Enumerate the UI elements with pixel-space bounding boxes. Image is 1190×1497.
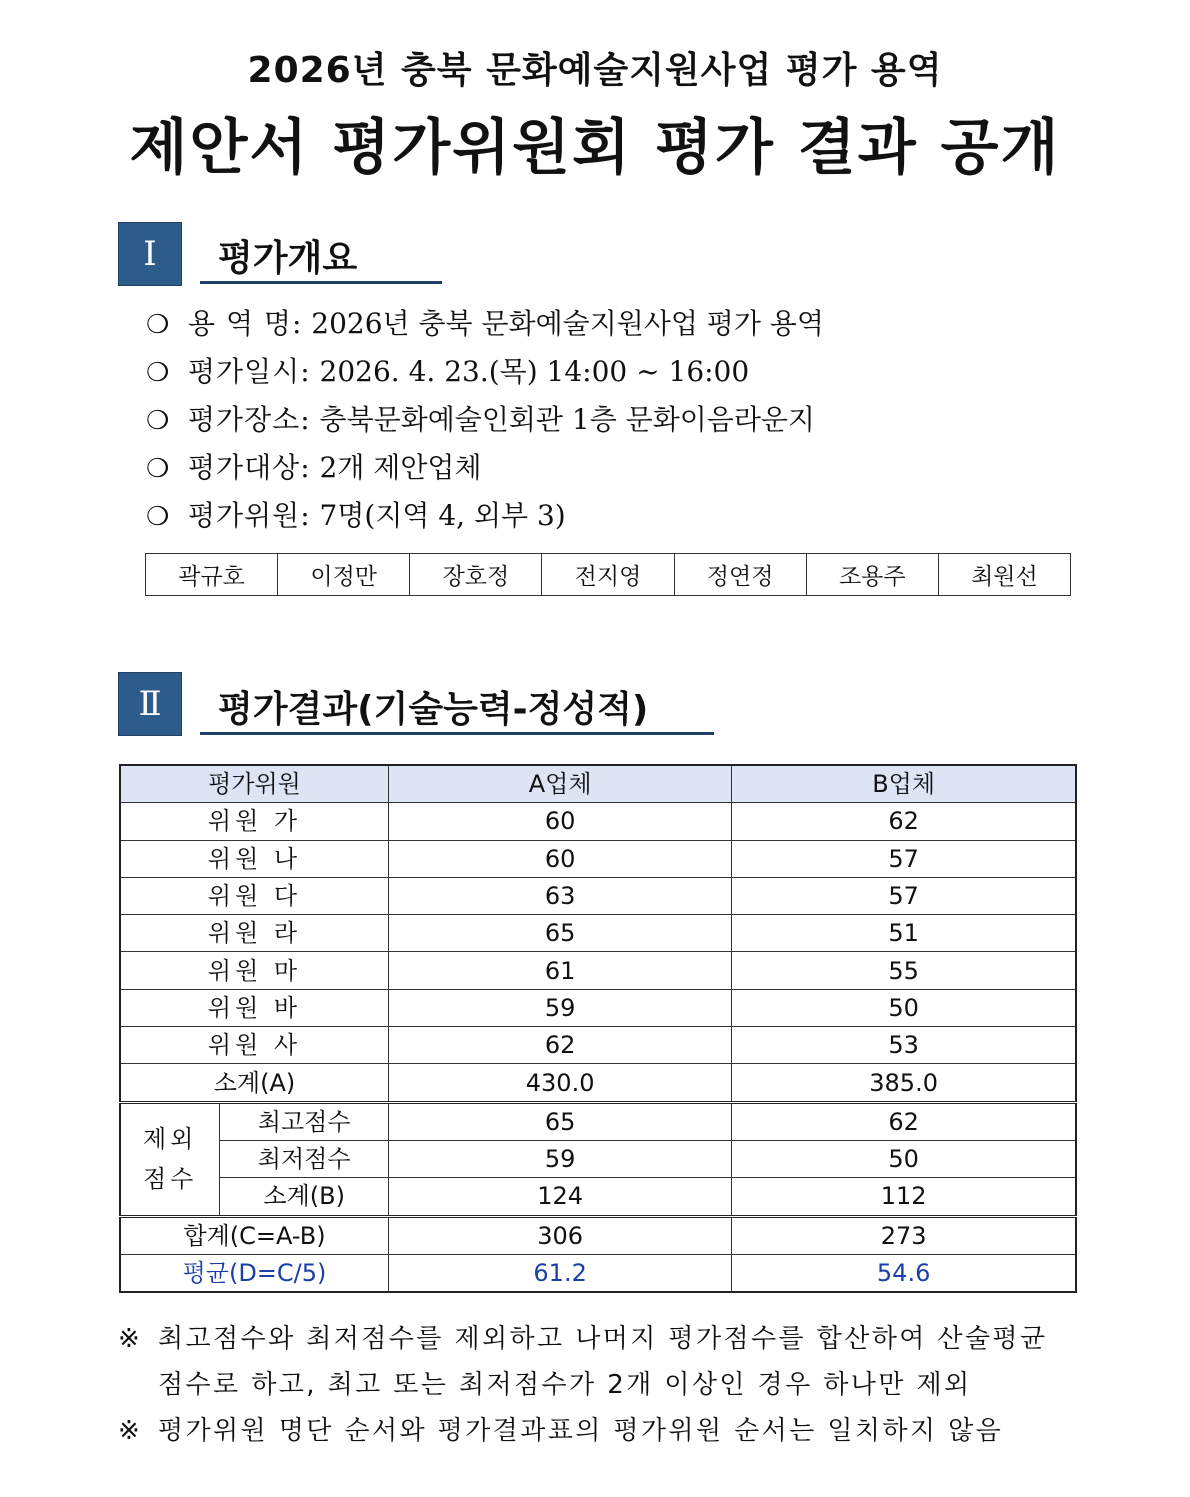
average-a: 61.2 <box>389 1254 732 1292</box>
member-name: 곽규호 <box>146 554 278 596</box>
reference-mark-icon: ※ <box>118 1324 140 1354</box>
circle-bullet-icon: ❍ <box>146 310 170 340</box>
excluded-subtotal-label: 소계(B) <box>220 1178 389 1216</box>
note-1-text: 최고점수와 최저점수를 제외하고 나머지 평가점수를 합산하여 산술평균 <box>158 1324 1048 1354</box>
total-a: 306 <box>389 1216 732 1254</box>
score-a: 62 <box>389 1027 732 1064</box>
excluded-min-a: 59 <box>389 1140 732 1177</box>
score-a: 65 <box>389 915 732 952</box>
overview-item-datetime <box>146 348 1086 396</box>
excluded-label-line-2: 점수 <box>142 1165 198 1194</box>
overview-label: 평가장소: <box>188 403 311 436</box>
score-a: 60 <box>389 803 732 840</box>
header-company-a: A업체 <box>389 765 732 803</box>
table-row <box>120 840 1076 877</box>
score-a: 63 <box>389 877 732 914</box>
table-header-row <box>120 765 1076 803</box>
section-2-number-box: Ⅱ <box>118 672 182 736</box>
note-1-line-1 <box>118 1316 1078 1362</box>
evaluator-name: 위원 나 <box>120 840 389 877</box>
score-a: 59 <box>389 989 732 1026</box>
overview-item-service-name <box>146 300 1086 348</box>
evaluation-results-table <box>119 764 1077 1293</box>
subtotal-a-row <box>120 1064 1076 1102</box>
members-row <box>146 554 1071 596</box>
score-b: 57 <box>732 840 1076 877</box>
total-label: 합계(C=A-B) <box>120 1216 389 1254</box>
score-b: 50 <box>732 989 1076 1026</box>
circle-bullet-icon: ❍ <box>146 454 170 484</box>
evaluator-name: 위원 라 <box>120 915 389 952</box>
score-a: 61 <box>389 952 732 989</box>
title-line-1: 2026년 충북 문화예술지원사업 평가 용역 <box>247 50 943 91</box>
footnotes <box>118 1316 1078 1454</box>
title-line-2: 제안서 평가위원회 평가 결과 공개 <box>129 113 1061 183</box>
section-1-underline <box>200 281 442 284</box>
excluded-subtotal-a: 124 <box>389 1178 732 1216</box>
total-row <box>120 1216 1076 1254</box>
overview-label: 평가대상: <box>188 451 311 484</box>
excluded-min-b: 50 <box>732 1140 1076 1177</box>
overview-value: 2026. 4. 23.(목) 14:00 ~ 16:00 <box>319 355 750 388</box>
header-company-b: B업체 <box>732 765 1076 803</box>
section-1-title: 평가개요 <box>218 238 358 279</box>
member-name: 최원선 <box>938 554 1070 596</box>
overview-value: 충북문화예술인회관 1층 문화이음라운지 <box>319 403 815 436</box>
excluded-label-line-1: 제외 <box>142 1125 198 1154</box>
circle-bullet-icon: ❍ <box>146 406 170 436</box>
subtotal-a-label: 소계(A) <box>120 1064 389 1102</box>
note-1-continuation: 점수로 하고, 최고 또는 최저점수가 2개 이상인 경우 하나만 제외 <box>158 1370 972 1400</box>
average-label: 평균(D=C/5) <box>120 1254 389 1292</box>
circle-bullet-icon: ❍ <box>146 358 170 388</box>
table-row <box>120 989 1076 1026</box>
score-b: 57 <box>732 877 1076 914</box>
evaluator-members-table <box>145 553 1071 596</box>
overview-item-target <box>146 444 1086 492</box>
member-name: 장호정 <box>410 554 542 596</box>
evaluator-name: 위원 사 <box>120 1027 389 1064</box>
overview-label: 평가일시: <box>188 355 311 388</box>
overview-value: 7명(지역 4, 외부 3) <box>319 499 566 532</box>
table-row <box>120 915 1076 952</box>
excluded-max-b: 62 <box>732 1102 1076 1140</box>
excluded-subtotal-row <box>120 1178 1076 1216</box>
section-2-title: 평가결과(기술능력-정성적) <box>218 689 649 730</box>
overview-label: 용 역 명: <box>188 307 303 340</box>
note-1-line-2 <box>118 1362 1078 1408</box>
overview-item-evaluators <box>146 492 1086 540</box>
excluded-min-row <box>120 1140 1076 1177</box>
excluded-subtotal-b: 112 <box>732 1178 1076 1216</box>
header-evaluator: 평가위원 <box>120 765 389 803</box>
excluded-scores-group-label <box>120 1102 220 1216</box>
total-b: 273 <box>732 1216 1076 1254</box>
overview-item-location <box>146 396 1086 444</box>
note-2-text: 평가위원 명단 순서와 평가결과표의 평가위원 순서는 일치하지 않음 <box>158 1416 1004 1446</box>
overview-label: 평가위원: <box>188 499 311 532</box>
section-1-number-box: Ⅰ <box>118 222 182 286</box>
score-b: 53 <box>732 1027 1076 1064</box>
reference-mark-icon: ※ <box>118 1416 140 1446</box>
subtotal-a-score-b: 385.0 <box>732 1064 1076 1102</box>
evaluator-name: 위원 가 <box>120 803 389 840</box>
table-row <box>120 803 1076 840</box>
circle-bullet-icon: ❍ <box>146 502 170 532</box>
excluded-min-label: 최저점수 <box>220 1140 389 1177</box>
note-2 <box>118 1408 1078 1454</box>
excluded-max-label: 최고점수 <box>220 1102 389 1140</box>
subtotal-a-score-a: 430.0 <box>389 1064 732 1102</box>
average-row <box>120 1254 1076 1292</box>
member-name: 조용주 <box>806 554 938 596</box>
evaluator-name: 위원 마 <box>120 952 389 989</box>
member-name: 이정만 <box>278 554 410 596</box>
member-name: 전지영 <box>542 554 674 596</box>
score-a: 60 <box>389 840 732 877</box>
overview-value: 2개 제안업체 <box>319 451 482 484</box>
section-2-underline <box>200 732 714 735</box>
member-name: 정연정 <box>674 554 806 596</box>
overview-list <box>146 300 1086 540</box>
excluded-max-row <box>120 1102 1076 1140</box>
score-b: 55 <box>732 952 1076 989</box>
overview-value: 2026년 충북 문화예술지원사업 평가 용역 <box>311 307 824 340</box>
score-b: 62 <box>732 803 1076 840</box>
evaluator-name: 위원 바 <box>120 989 389 1026</box>
average-b: 54.6 <box>732 1254 1076 1292</box>
score-b: 51 <box>732 915 1076 952</box>
evaluator-name: 위원 다 <box>120 877 389 914</box>
table-row <box>120 877 1076 914</box>
excluded-max-a: 65 <box>389 1102 732 1140</box>
table-row <box>120 952 1076 989</box>
table-row <box>120 1027 1076 1064</box>
